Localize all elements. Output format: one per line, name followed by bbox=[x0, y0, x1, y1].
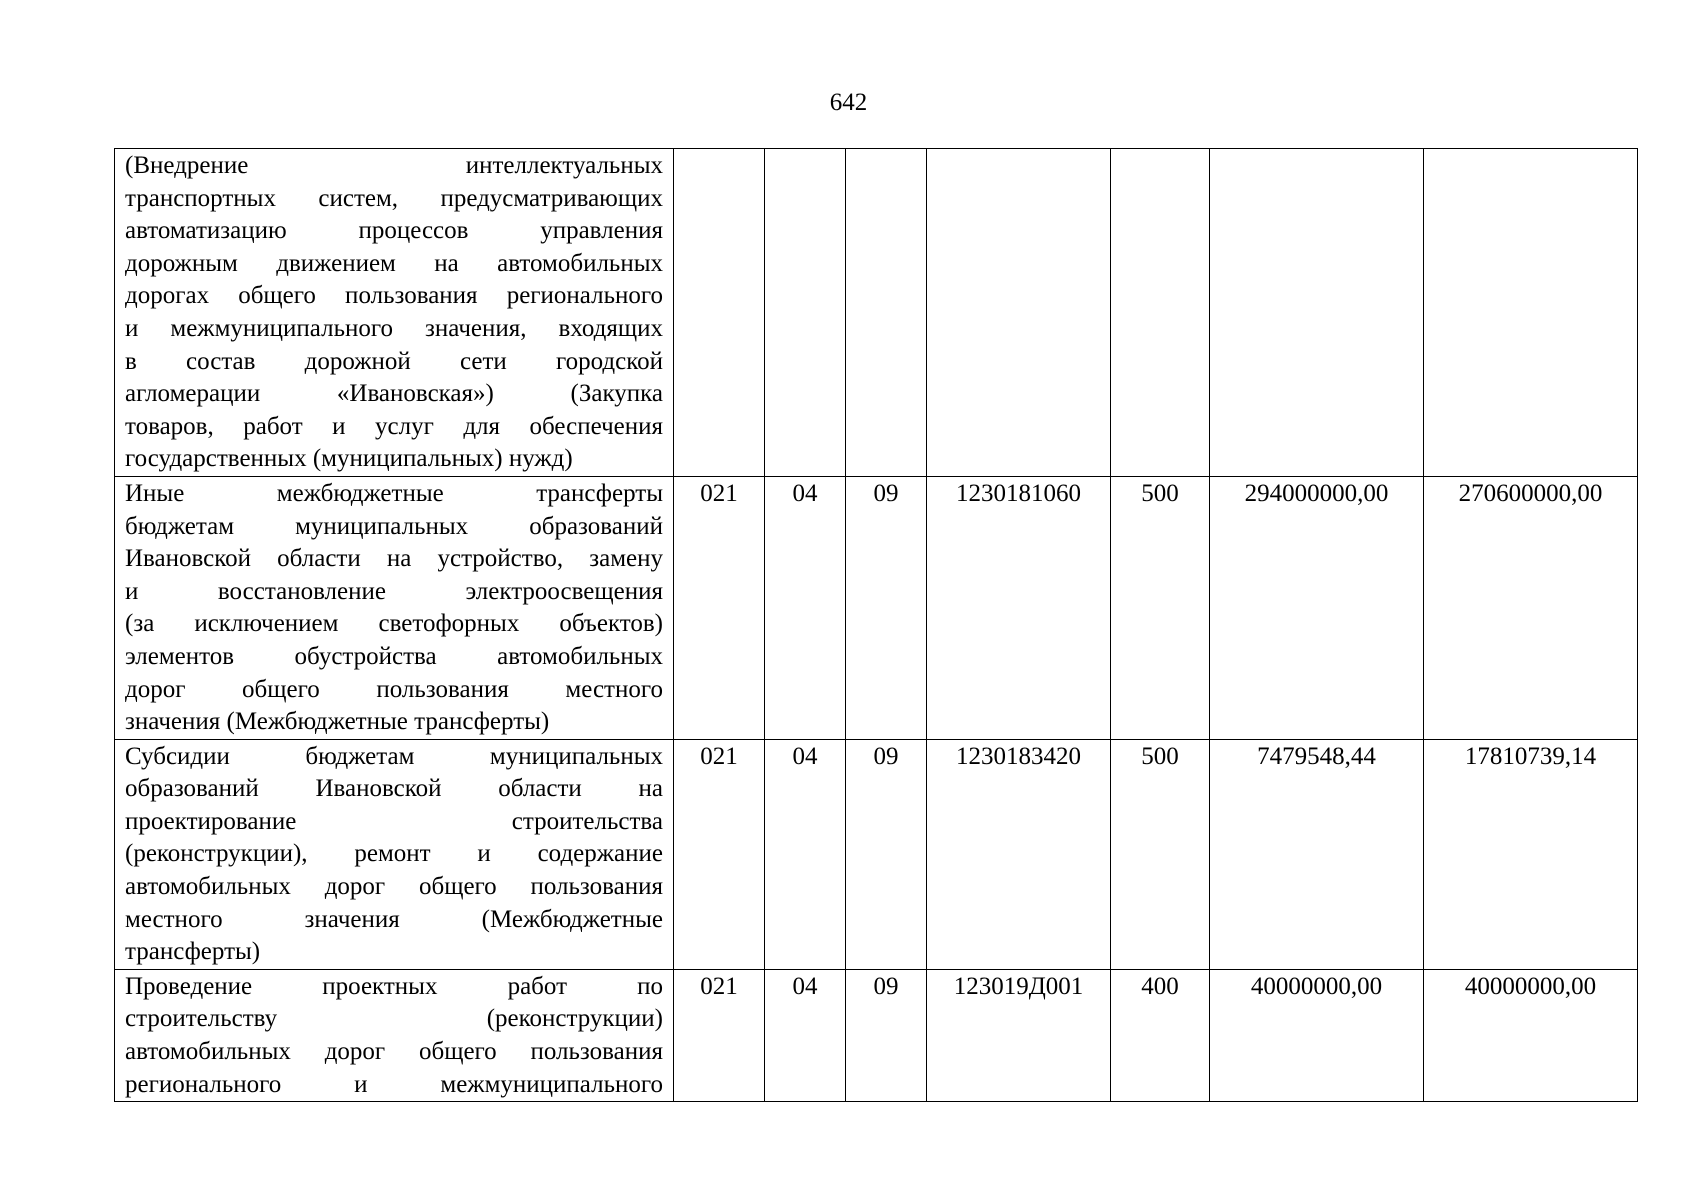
description-cell bbox=[115, 149, 674, 477]
expense-type-cell: 500 bbox=[1111, 739, 1210, 969]
target-article-cell: 123019Д001 bbox=[927, 969, 1111, 1101]
ministry-code-cell: 021 bbox=[674, 739, 765, 969]
subsection-code-cell: 09 bbox=[846, 969, 927, 1101]
ministry-code-cell: 021 bbox=[674, 476, 765, 739]
budget-table bbox=[114, 148, 1638, 1102]
amount-year2-cell: 17810739,14 bbox=[1424, 739, 1638, 969]
description-line: автомобильных дорог общего пользования bbox=[125, 873, 663, 901]
description-cell bbox=[115, 969, 674, 1101]
amount-year1-cell bbox=[1210, 149, 1424, 477]
description-line: трансферты) bbox=[125, 938, 261, 966]
section-code-cell bbox=[765, 149, 846, 477]
amount-year1-cell: 294000000,00 bbox=[1210, 476, 1424, 739]
budget-table-body bbox=[115, 149, 1638, 1102]
description-line: бюджетам муниципальных образований bbox=[125, 512, 663, 540]
section-code-cell: 04 bbox=[765, 476, 846, 739]
description-line: в состав дорожной сети городской bbox=[125, 347, 663, 375]
table-row bbox=[115, 969, 1638, 1101]
description-line: товаров, работ и услуг для обеспечения bbox=[125, 412, 663, 440]
description-line: значения (Межбюджетные трансферты) bbox=[125, 708, 550, 736]
target-article-cell bbox=[927, 149, 1111, 477]
amount-year1-cell: 7479548,44 bbox=[1210, 739, 1424, 969]
description-line: автоматизацию процессов управления bbox=[125, 217, 663, 245]
amount-year2-cell bbox=[1424, 149, 1638, 477]
subsection-code-cell bbox=[846, 149, 927, 477]
amount-year1-cell: 40000000,00 bbox=[1210, 969, 1424, 1101]
expense-type-cell bbox=[1111, 149, 1210, 477]
description-line: элементов обустройства автомобильных bbox=[125, 642, 663, 670]
expense-type-cell: 400 bbox=[1111, 969, 1210, 1101]
target-article-cell: 1230181060 bbox=[927, 476, 1111, 739]
description-line: местного значения (Межбюджетные bbox=[125, 905, 663, 933]
description-line: образований Ивановской области на bbox=[125, 775, 663, 803]
description-line: регионального и межмуниципального bbox=[125, 1070, 663, 1098]
description-cell bbox=[115, 476, 674, 739]
description-line: Ивановской области на устройство, замену bbox=[125, 545, 663, 573]
description-line: Проведение проектных работ по bbox=[125, 972, 663, 1000]
table-row bbox=[115, 476, 1638, 739]
subsection-code-cell: 09 bbox=[846, 476, 927, 739]
description-line: дорог общего пользования местного bbox=[125, 675, 663, 703]
description-line: (Внедрение интеллектуальных bbox=[125, 152, 663, 179]
description-line: и межмуниципального значения, входящих bbox=[125, 314, 663, 342]
description-line: дорожным движением на автомобильных bbox=[125, 249, 663, 277]
expense-type-cell: 500 bbox=[1111, 476, 1210, 739]
description-line: агломерации «Ивановская») (Закупка bbox=[125, 380, 663, 408]
amount-year2-cell: 270600000,00 bbox=[1424, 476, 1638, 739]
description-line: (реконструкции), ремонт и содержание bbox=[125, 840, 663, 868]
table-row bbox=[115, 739, 1638, 969]
amount-year2-cell: 40000000,00 bbox=[1424, 969, 1638, 1101]
description-line: и восстановление электроосвещения bbox=[125, 577, 663, 605]
description-line: государственных (муниципальных) нужд) bbox=[125, 445, 573, 473]
ministry-code-cell bbox=[674, 149, 765, 477]
section-code-cell: 04 bbox=[765, 739, 846, 969]
description-line: строительству (реконструкции) bbox=[125, 1005, 663, 1033]
description-line: проектирование строительства bbox=[125, 807, 663, 835]
description-cell bbox=[115, 739, 674, 969]
description-line: дорогах общего пользования регионального bbox=[125, 282, 663, 310]
description-line: автомобильных дорог общего пользования bbox=[125, 1038, 663, 1066]
description-line: транспортных систем, предусматривающих bbox=[125, 184, 663, 212]
subsection-code-cell: 09 bbox=[846, 739, 927, 969]
table-row bbox=[115, 149, 1638, 477]
description-line: (за исключением светофорных объектов) bbox=[125, 610, 663, 638]
description-line: Иные межбюджетные трансферты bbox=[125, 479, 663, 507]
page-number: 642 bbox=[829, 89, 868, 116]
ministry-code-cell: 021 bbox=[674, 969, 765, 1101]
target-article-cell: 1230183420 bbox=[927, 739, 1111, 969]
section-code-cell: 04 bbox=[765, 969, 846, 1101]
description-line: Субсидии бюджетам муниципальных bbox=[125, 742, 663, 770]
